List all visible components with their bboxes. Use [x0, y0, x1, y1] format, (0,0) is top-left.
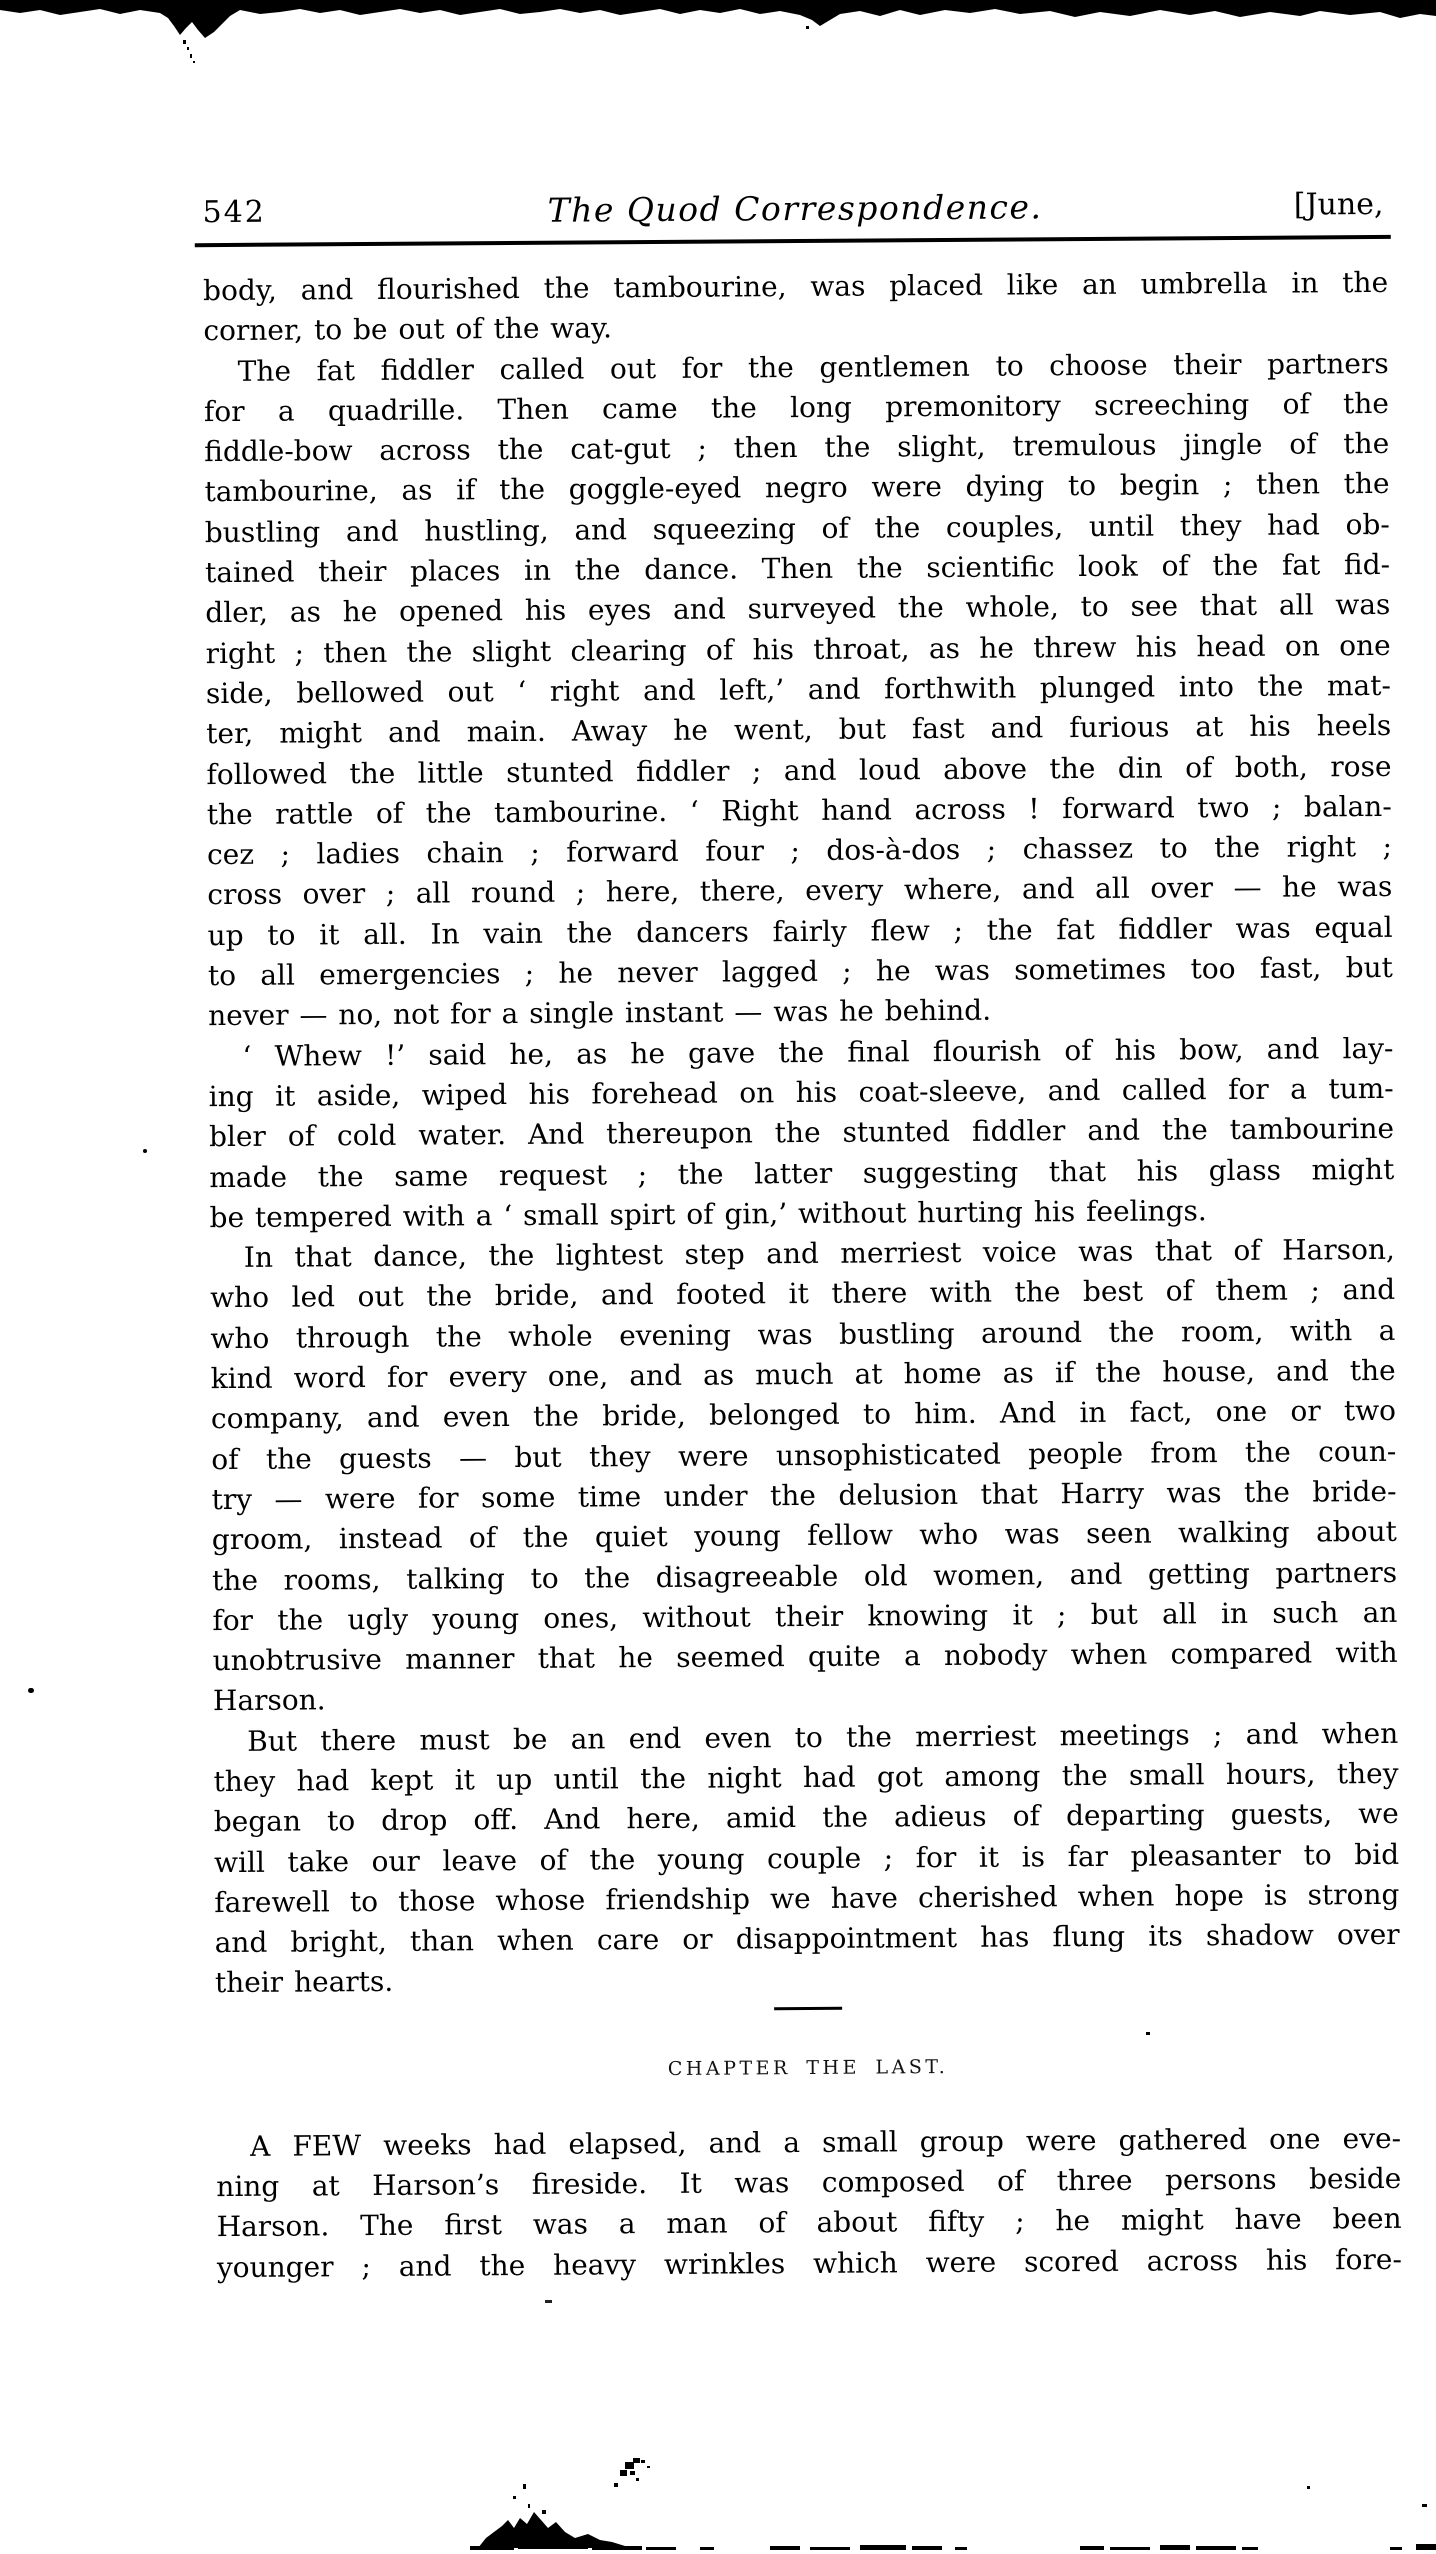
- text-line: never — no, not for a single instant — was he behind.: [208, 994, 992, 1033]
- page-header: [202, 185, 1387, 237]
- text-line: body, and flourished the tambourine, was placed like an umbrella in the: [202, 265, 1389, 308]
- page-number: 542: [202, 194, 266, 231]
- chapter-text: [216, 2119, 1402, 2288]
- text-line: cross over ; all round ; here, there, every where, and all over — he was: [207, 870, 1393, 912]
- text-line: ter, might and main. Away he went, but fast and furious at his heels: [206, 709, 1392, 751]
- ink-speck: [28, 1688, 34, 1693]
- ink-speck: [143, 1149, 147, 1153]
- chapter-heading: CHAPTER THE LAST.: [667, 2055, 949, 2080]
- text-line: farewell to those whose friendship we have cherished when hope is strong: [214, 1877, 1400, 1919]
- type-column: [201, 0, 1404, 2554]
- text-line: try — were for some time under the delusion that Harry was the bride-: [211, 1474, 1397, 1517]
- text-line: right ; then the slight clearing of his throat, as he threw his head on one: [205, 628, 1391, 670]
- text-line: who through the whole evening was bustling around the room, with a: [210, 1313, 1396, 1355]
- text-line: to all emergencies ; he never lagged ; he was sometimes too fast, but: [207, 950, 1393, 993]
- text-line: tained their places in the dance. Then the scientific look of the fat fid-: [204, 547, 1391, 590]
- text-line: The fat fiddler called out for the gentlemen to choose their partners: [237, 346, 1389, 388]
- issue-date: [June,: [1293, 186, 1384, 223]
- body-text: [203, 263, 1400, 2004]
- text-line: and bright, than when care or disappointment has flung its shadow over: [214, 1918, 1400, 1960]
- text-line: of the guests — but they were unsophisticated people from the coun-: [211, 1434, 1397, 1476]
- text-line: followed the little stunted fiddler ; and loud above the din of both, rose: [206, 749, 1392, 791]
- running-title: The Quod Correspondence.: [547, 187, 1043, 230]
- text-line: bler of cold water. And thereupon the stunted fiddler and the tambourine: [208, 1112, 1395, 1154]
- text-line: be tempered with a ‘ small spirt of gin,’ without hurting his feelings.: [209, 1194, 1207, 1234]
- text-line: Harson.: [212, 1683, 326, 1718]
- text-line: who led out the bride, and footed it there with the best of them ; and: [210, 1273, 1396, 1315]
- text-line: fiddle-bow across the cat-gut ; then the slight, tremulous jingle of the: [204, 427, 1390, 469]
- text-line: the rooms, talking to the disagreeable old women, and getting partners: [212, 1555, 1398, 1597]
- header-rule: [195, 235, 1391, 247]
- text-line: bustling and hustling, and squeezing of the couples, until they had ob-: [204, 507, 1390, 549]
- text-line: ‘ Whew !’ said he, as he gave the final flourish of his bow, and lay-: [242, 1031, 1394, 1073]
- ink-speck: [1146, 2032, 1150, 2035]
- text-line: tambourine, as if the goggle-eyed negro were dying to begin ; then the: [204, 467, 1390, 509]
- text-line: dler, as he opened his eyes and surveyed the whole, to see that all was: [205, 588, 1391, 630]
- text-line: ing it aside, wiped his forehead on his coat-sleeve, and called for a tum-: [208, 1071, 1394, 1114]
- text-line: will take our leave of the young couple ; for it is far pleasanter to bid: [213, 1837, 1400, 1879]
- section-divider-rule: [774, 2007, 842, 2010]
- text-line: for a quadrille. Then came the long premonitory screeching of the: [203, 386, 1390, 429]
- scan-artifact-bottom-edge: [0, 2480, 1436, 2550]
- text-line: their hearts.: [214, 1965, 394, 2000]
- text-line: side, bellowed out ‘ right and left,’ and forthwith plunged into the mat-: [205, 668, 1392, 711]
- text-line: A FEW weeks had elapsed, and a small group were gathered one eve-: [249, 2121, 1402, 2163]
- text-line: made the same request ; the latter suggesting that his glass might: [209, 1152, 1395, 1194]
- text-line: groom, instead of the quiet young fellow who was seen walking about: [211, 1515, 1397, 1557]
- text-line: cez ; ladies chain ; forward four ; dos-à-dos ; chassez to the right ;: [206, 830, 1393, 872]
- text-line: corner, to be out of the way.: [203, 311, 613, 348]
- text-line: unobtrusive manner that he seemed quite a nobody when compared with: [212, 1635, 1398, 1678]
- text-line: company, and even the bride, belonged to him. And in fact, one or two: [210, 1394, 1397, 1436]
- text-line: In that dance, the lightest step and merriest voice was that of Harson,: [243, 1232, 1395, 1275]
- text-line: But there must be an end even to the merriest meetings ; and when: [247, 1716, 1399, 1758]
- text-line: Harson. The first was a man of about fifty ; he might have been: [216, 2202, 1402, 2244]
- text-line: up to it all. In vain the dancers fairly flew ; the fat fiddler was equal: [207, 910, 1393, 952]
- text-line: began to drop off. And here, amid the adieus of departing guests, we: [213, 1797, 1399, 1839]
- text-line: for the ugly young ones, without their knowing it ; but all in such an: [212, 1595, 1398, 1637]
- text-line: ning at Harson’s fireside. It was composed of three persons beside: [216, 2161, 1402, 2204]
- text-line: they had kept it up until the night had got among the small hours, they: [213, 1756, 1399, 1799]
- text-line: the rattle of the tambourine. ‘ Right hand across ! forward two ; balan-: [206, 789, 1392, 832]
- text-line: kind word for every one, and as much at home as if the house, and the: [210, 1353, 1396, 1396]
- text-line: younger ; and the heavy wrinkles which were scored across his fore-: [216, 2242, 1402, 2284]
- ink-speck: [545, 2300, 552, 2303]
